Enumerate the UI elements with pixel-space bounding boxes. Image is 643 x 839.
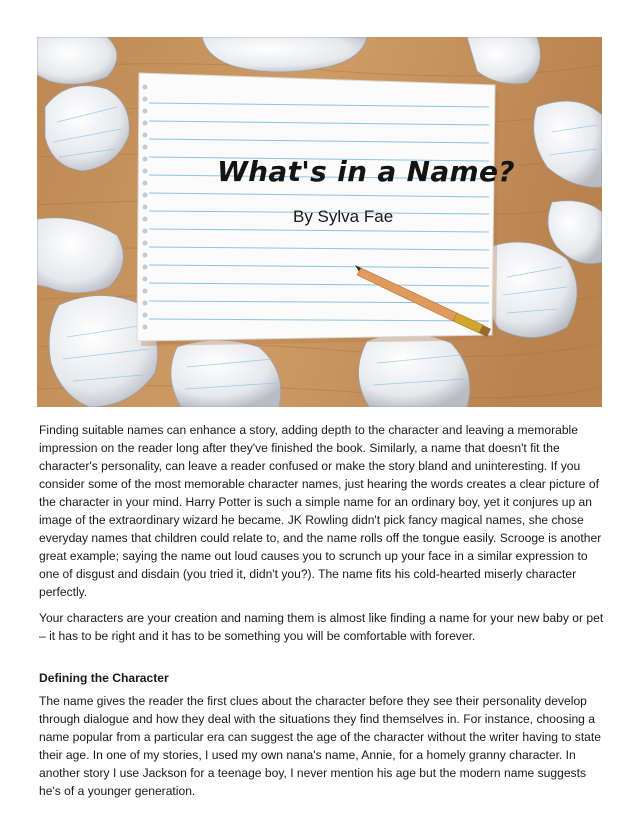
author-byline: By Sylva Fae <box>293 207 394 226</box>
body-paragraph: Your characters are your creation and naming them is almost like finding a name for your new baby or pet – it has to be right and it has to be something you will be comfortable with forever. <box>39 611 604 643</box>
spiral-holes <box>143 85 148 330</box>
body-paragraph: Finding suitable names can enhance a story, adding depth to the character and leaving a memorable impression on the reader long after they've finished the book. Similarly, a name that doesn't fit the character's personality, can leave a reader confused or make the story bland and uninteresting. If you consider some of the most memorable character names, just hearing the words creates a clear picture of the character in your mind. Harry Potter is such a simple name for an ordinary boy, yet it conjures up an image of the extraordinary wizard he became. JK Rowling didn't pick fancy magical names, she chose everyday names that children could relate to, and the name rolls off the tongue easily. Scrooge is another great example; saying the name out loud causes you to scrunch up your face in a similar expression to one of disgust and disdain (you tried it, didn't you?). The name fits his cold-hearted miserly character perfectly. <box>39 423 602 599</box>
section-heading: Defining the Character <box>39 671 169 685</box>
hero-image <box>37 37 602 407</box>
page-title: What's in a Name? <box>217 155 515 188</box>
body-paragraph: The name gives the reader the first clues about the character before they see their personality develop through dialogue and how they deal with the situations they find themselves in. For instance, choosing a name popular from a particular era can suggest the age of the character without the writer having to state their age. In one of my stories, I used my own nana's name, Annie, for a homely granny character. In another story I use Jackson for a teenage boy, I never mention his age but the modern name suggests he's of a younger generation. <box>39 694 601 798</box>
article-body <box>39 421 605 808</box>
